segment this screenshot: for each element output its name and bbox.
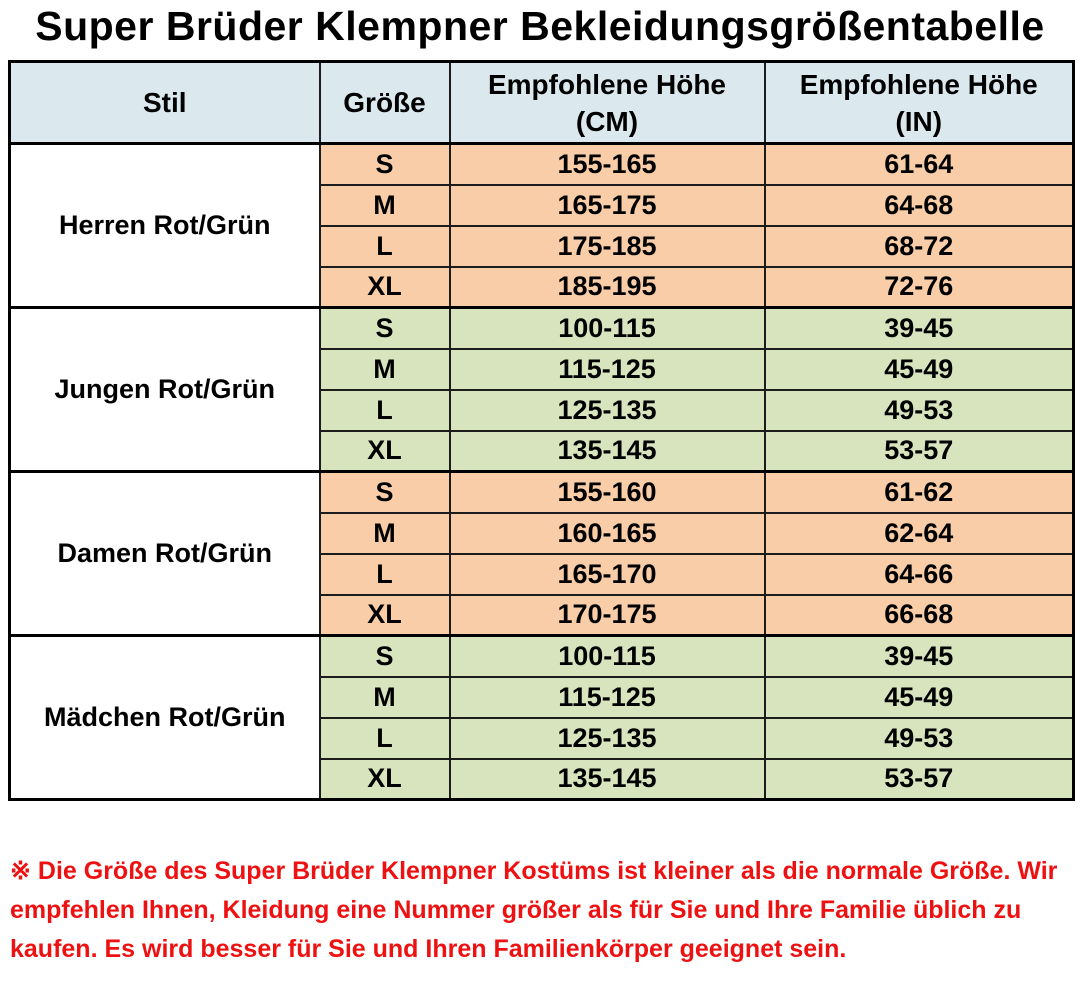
height-in-cell: 53-57 xyxy=(765,759,1074,800)
column-header-in-line2: (IN) xyxy=(895,105,943,137)
style-cell-damen: Damen Rot/Grün xyxy=(10,472,320,636)
size-cell: L xyxy=(320,226,450,267)
height-in-cell: 61-64 xyxy=(765,144,1074,185)
height-cm-cell: 165-175 xyxy=(450,185,765,226)
height-cm-cell: 155-165 xyxy=(450,144,765,185)
height-cm-cell: 100-115 xyxy=(450,636,765,677)
style-cell-jungen: Jungen Rot/Grün xyxy=(10,308,320,472)
size-cell: S xyxy=(320,636,450,677)
height-in-cell: 66-68 xyxy=(765,595,1074,636)
height-in-cell: 45-49 xyxy=(765,677,1074,718)
height-cm-cell: 115-125 xyxy=(450,677,765,718)
size-cell: L xyxy=(320,390,450,431)
size-cell: M xyxy=(320,185,450,226)
height-in-cell: 49-53 xyxy=(765,718,1074,759)
table-row xyxy=(10,144,1074,185)
height-cm-cell: 135-145 xyxy=(450,431,765,472)
column-header-in-line1: Empfohlene Höhe xyxy=(799,68,1038,100)
column-header-cm-line2: (CM) xyxy=(575,105,639,137)
page-title: Super Brüder Klempner Bekleidungsgrößentabelle xyxy=(35,3,1045,49)
height-cm-cell: 160-165 xyxy=(450,513,765,554)
table-row xyxy=(10,472,1074,513)
column-header-cm xyxy=(450,62,765,144)
height-cm-cell: 100-115 xyxy=(450,308,765,349)
column-header-cm-line1: Empfohlene Höhe xyxy=(487,68,726,100)
style-cell-herren: Herren Rot/Grün xyxy=(10,144,320,308)
size-cell: M xyxy=(320,513,450,554)
size-cell: S xyxy=(320,144,450,185)
table-row xyxy=(10,308,1074,349)
column-header-in xyxy=(765,62,1074,144)
header-row xyxy=(10,62,1074,144)
size-cell: L xyxy=(320,718,450,759)
column-header-stil: Stil xyxy=(10,62,320,144)
height-in-cell: 49-53 xyxy=(765,390,1074,431)
height-in-cell: 39-45 xyxy=(765,308,1074,349)
height-cm-cell: 125-135 xyxy=(450,718,765,759)
height-in-cell: 39-45 xyxy=(765,636,1074,677)
size-cell: XL xyxy=(320,431,450,472)
height-in-cell: 62-64 xyxy=(765,513,1074,554)
table-row xyxy=(10,636,1074,677)
height-cm-cell: 170-175 xyxy=(450,595,765,636)
size-cell: L xyxy=(320,554,450,595)
size-cell: XL xyxy=(320,595,450,636)
size-cell: XL xyxy=(320,267,450,308)
height-in-cell: 64-68 xyxy=(765,185,1074,226)
height-cm-cell: 125-135 xyxy=(450,390,765,431)
height-in-cell: 53-57 xyxy=(765,431,1074,472)
height-in-cell: 45-49 xyxy=(765,349,1074,390)
height-cm-cell: 155-160 xyxy=(450,472,765,513)
size-cell: S xyxy=(320,308,450,349)
column-header-groesse: Größe xyxy=(320,62,450,144)
height-in-cell: 64-66 xyxy=(765,554,1074,595)
height-in-cell: 72-76 xyxy=(765,267,1074,308)
height-cm-cell: 175-185 xyxy=(450,226,765,267)
style-cell-maedchen: Mädchen Rot/Grün xyxy=(10,636,320,800)
size-note: ※ Die Größe des Super Brüder Klempner Kostüms ist kleiner als die normale Größe. Wir empfehlen Ihnen, Kleidung eine Nummer größer als für Sie und Ihre Familie üblich zu kaufen. Es wird besser für Sie und Ihren Familienkörper geeignet sein. xyxy=(10,857,1058,963)
size-cell: S xyxy=(320,472,450,513)
height-in-cell: 68-72 xyxy=(765,226,1074,267)
height-cm-cell: 165-170 xyxy=(450,554,765,595)
size-cell: M xyxy=(320,677,450,718)
size-table xyxy=(8,60,1075,801)
size-cell: XL xyxy=(320,759,450,800)
height-cm-cell: 185-195 xyxy=(450,267,765,308)
size-cell: M xyxy=(320,349,450,390)
height-cm-cell: 135-145 xyxy=(450,759,765,800)
height-cm-cell: 115-125 xyxy=(450,349,765,390)
height-in-cell: 61-62 xyxy=(765,472,1074,513)
